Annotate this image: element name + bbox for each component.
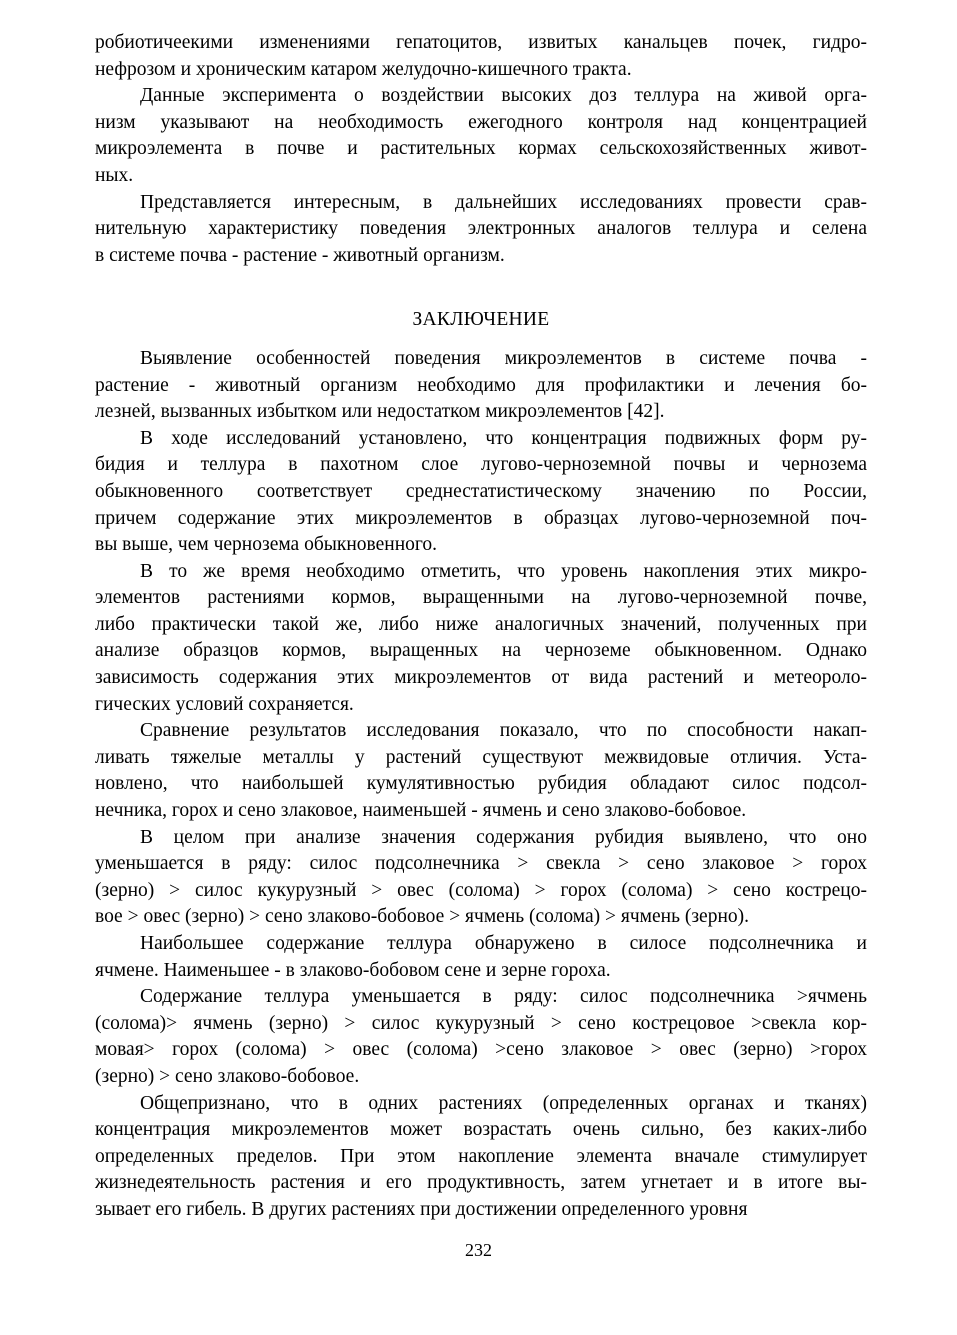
text-line: робиотичеекими изменениями гепатоцитов, извитых канальцев почек, гидро-	[95, 32, 867, 53]
text-line: в системе почва - растение - животный организм.	[95, 244, 505, 266]
paragraph	[95, 426, 867, 559]
text-line: уменьшается в ряду: силос подсолнечника > свекла > сено злаковое > горох	[95, 853, 867, 875]
text-line: обыкновенного соответствует среднестатистическому значению по России,	[95, 480, 867, 502]
text-line: вое > овес (зерно) > сено злаково-бобовое > ячмень (солома) > ячмень (зерно).	[95, 906, 750, 928]
text-line: вы выше, чем чернозема обыкновенного.	[95, 534, 438, 556]
text-line: растение - животный организм необходимо для профилактики и лечения бо-	[95, 374, 867, 396]
paragraph	[95, 1091, 867, 1224]
text-line: зависимость содержания этих микроэлементов от вида растений и метеороло-	[95, 667, 867, 689]
paragraph	[95, 825, 867, 931]
text-line: анализе образцов кормов, выращенных на черноземе обыкновенном. Однако	[95, 640, 867, 662]
text-line: нефрозом и хроническим катаром желудочно-кишечного тракта.	[95, 58, 632, 80]
text-line: ливать тяжелые металлы у растений существуют межвидовые отличия. Уста-	[95, 746, 867, 768]
text-line: В ходе исследований установлено, что концентрация подвижных форм ру-	[140, 427, 867, 449]
text-line: В целом при анализе значения содержания рубидия выявлено, что оно	[140, 826, 867, 848]
paragraph	[95, 984, 867, 1090]
paragraph	[95, 346, 867, 426]
text-line: Данные эксперимента о воздействии высоких доз теллура на живой орга-	[140, 85, 867, 107]
page-number: 232	[465, 1240, 492, 1260]
text-line: причем содержание этих микроэлементов в образцах лугово-черноземной поч-	[95, 507, 867, 529]
text-line: Общепризнано, что в одних растениях (определенных органах и тканях)	[140, 1092, 867, 1114]
text-line: (солома)> ячмень (зерно) > силос кукурузный > сено кострецовое >свекла кор-	[95, 1012, 867, 1034]
text-line: гических условий сохраняется.	[95, 693, 354, 715]
section-heading: ЗАКЛЮЧЕНИЕ	[412, 309, 550, 331]
paragraph	[95, 83, 867, 189]
text-line: ных.	[95, 164, 134, 186]
text-line: концентрация микроэлементов может возрастать очень сильно, без каких-либо	[95, 1119, 867, 1141]
paragraphs-after	[95, 346, 867, 1224]
text-line: нечника, горох и сено злаковое, наименьшей - ячмень и сено злаково-бобовое.	[95, 800, 747, 822]
text-line: Выявление особенностей поведения микроэлементов в системе почва -	[140, 347, 867, 369]
text-line: (зерно) > силос кукурузный > овес (солома) > горох (солома) > сено кострецо-	[95, 879, 867, 901]
paragraph	[95, 931, 867, 984]
paragraph	[95, 30, 867, 83]
text-line: низм указывают на необходимость ежегодного контроля над концентрацией	[95, 111, 867, 133]
text-line: Сравнение результатов исследования показало, что по способности накап-	[140, 720, 867, 742]
text-line: микроэлемента в почве и растительных кормах сельскохозяйственных живот-	[95, 138, 867, 160]
text-line: определенных пределов. При этом накопление элемента вначале стимулирует	[95, 1145, 867, 1167]
text-line: ячмене. Наименьшее - в злаково-бобовом сене и зерне гороха.	[95, 959, 611, 981]
page-body	[95, 30, 867, 1224]
text-line: лезней, вызванных избытком или недостатком микроэлементов [42].	[95, 401, 665, 423]
paragraph	[95, 559, 867, 719]
text-line: Представляется интересным, в дальнейших исследованиях провести срав-	[140, 191, 867, 213]
paragraph	[95, 190, 867, 270]
text-line: (зерно) > сено злаково-бобовое.	[95, 1065, 360, 1087]
text-line: либо практически такой же, либо ниже аналогичных значений, полученных при	[95, 613, 867, 635]
text-line: Содержание теллура уменьшается в ряду: силос подсолнечника >ячмень	[140, 986, 867, 1008]
text-line: Наибольшее содержание теллура обнаружено в силосе подсолнечника и	[140, 933, 867, 954]
text-line: жизнедеятельность растения и его продуктивность, затем угнетает и в итоге вы-	[95, 1172, 867, 1194]
text-line: нительную характеристику поведения электронных аналогов теллура и селена	[95, 218, 867, 240]
paragraphs-before	[95, 30, 867, 269]
paragraph	[95, 718, 867, 824]
text-line: зывает его гибель. В других растениях при достижении определенного уровня	[95, 1198, 748, 1220]
text-line: мовая> горох (солома) > овес (солома) >сено злаковое > овес (зерно) >горох	[95, 1039, 867, 1061]
text-line: В то же время необходимо отметить, что уровень накопления этих микро-	[140, 560, 867, 582]
text-line: элементов растениями кормов, выращенными на лугово-черноземной почве,	[95, 587, 867, 609]
text-line: новлено, что наибольшей кумулятивностью рубидия обладают силос подсол-	[95, 773, 867, 795]
text-line: бидия и теллура в пахотном слое лугово-черноземной почвы и чернозема	[95, 454, 867, 476]
